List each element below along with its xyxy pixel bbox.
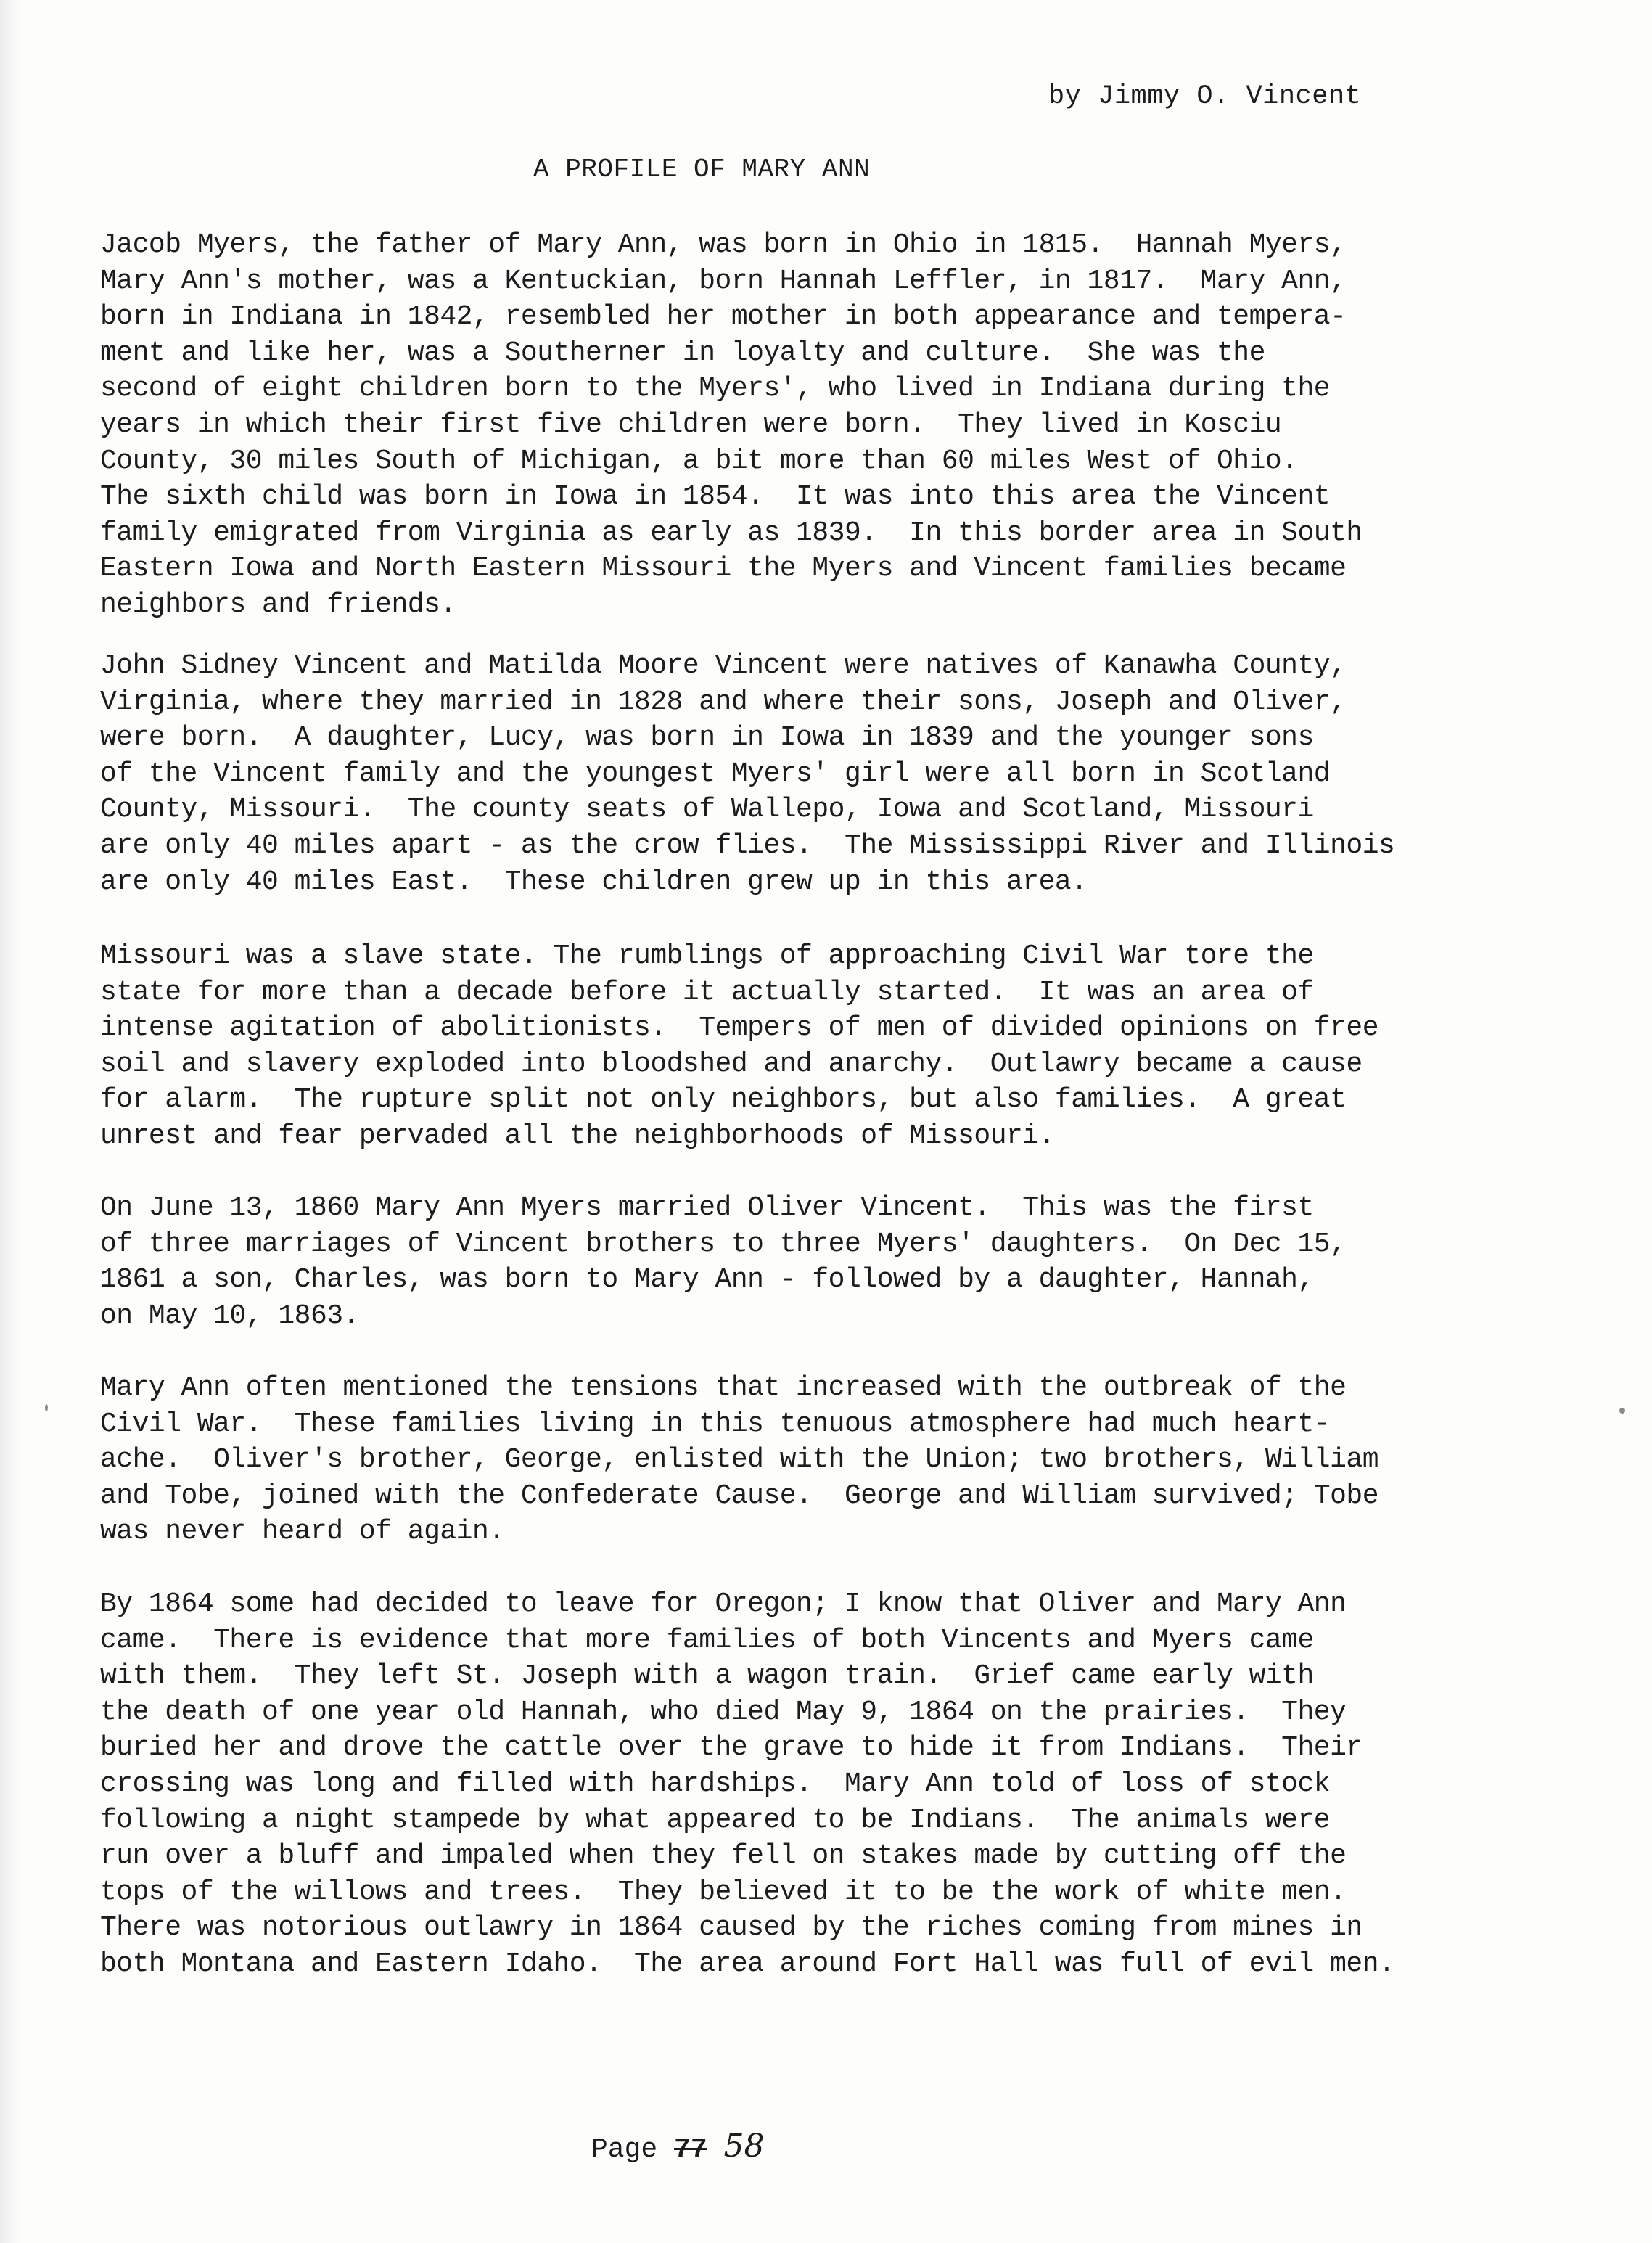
paragraph-6 [100, 1586, 1558, 1982]
text-line: was never heard of again. [100, 1516, 505, 1548]
text-line: buried her and drove the cattle over the grave to hide it from Indians. Their [100, 1732, 1363, 1764]
page-footer [591, 2128, 764, 2165]
paragraph-2 [100, 648, 1558, 900]
text-line: with them. They left St. Joseph with a wagon train. Grief came early with [100, 1660, 1314, 1692]
author-byline: by Jimmy O. Vincent [1048, 81, 1362, 112]
text-line: for alarm. The rupture split not only neighbors, but also families. A great [100, 1084, 1347, 1116]
text-line: run over a bluff and impaled when they fell on stakes made by cutting off the [100, 1840, 1347, 1872]
text-line: John Sidney Vincent and Matilda Moore Vincent were natives of Kanawha County, [100, 650, 1347, 681]
text-line: Civil War. These families living in this tenuous atmosphere had much heart- [100, 1408, 1331, 1440]
text-line: are only 40 miles East. These children grew up in this area. [100, 866, 1088, 898]
text-line: soil and slavery exploded into bloodshed and anarchy. Outlawry became a cause [100, 1048, 1363, 1080]
text-line: ache. Oliver's brother, George, enlisted with the Union; two brothers, William [100, 1444, 1378, 1476]
scan-speck [45, 1404, 48, 1411]
text-line: following a night stampede by what appeared to be Indians. The animals were [100, 1804, 1331, 1836]
text-line: state for more than a decade before it actually started. It was an area of [100, 976, 1314, 1008]
text-line: By 1864 some had decided to leave for Oregon; I know that Oliver and Mary Ann [100, 1588, 1347, 1620]
text-line: were born. A daughter, Lucy, was born in Iowa in 1839 and the younger sons [100, 722, 1314, 754]
text-line: crossing was long and filled with hardships. Mary Ann told of loss of stock [100, 1768, 1331, 1800]
paragraph-3 [100, 938, 1558, 1155]
text-line: Jacob Myers, the father of Mary Ann, was born in Ohio in 1815. Hannah Myers, [100, 229, 1347, 261]
text-line: ment and like her, was a Southerner in loyalty and culture. She was the [100, 337, 1265, 369]
text-line: Virginia, where they married in 1828 and where their sons, Joseph and Oliver, [100, 686, 1347, 718]
text-line: are only 40 miles apart - as the crow flies. The Mississippi River and Illinois [100, 829, 1395, 861]
text-line: 1861 a son, Charles, was born to Mary Ann - followed by a daughter, Hannah, [100, 1264, 1314, 1296]
text-line: born in Indiana in 1842, resembled her mother in both appearance and tempera- [100, 301, 1347, 333]
text-line: of three marriages of Vincent brothers to three Myers' daughters. On Dec 15, [100, 1228, 1347, 1260]
text-line: intense agitation of abolitionists. Tempers of men of divided opinions on free [100, 1012, 1378, 1044]
text-line: There was notorious outlawry in 1864 caused by the riches coming from mines in [100, 1912, 1363, 1944]
text-line: On June 13, 1860 Mary Ann Myers married Oliver Vincent. This was the first [100, 1192, 1314, 1223]
text-line: County, Missouri. The county seats of Wallepo, Iowa and Scotland, Missouri [100, 794, 1314, 826]
text-line: second of eight children born to the Myers', who lived in Indiana during the [100, 373, 1331, 405]
text-line: and Tobe, joined with the Confederate Cause. George and William survived; Tobe [100, 1480, 1378, 1512]
text-line: The sixth child was born in Iowa in 1854. It was into this area the Vincent [100, 481, 1331, 513]
text-line: Mary Ann's mother, was a Kentuckian, born Hannah Leffler, in 1817. Mary Ann, [100, 265, 1347, 297]
text-line: family emigrated from Virginia as early as 1839. In this border area in South [100, 517, 1363, 549]
text-line: neighbors and friends. [100, 589, 456, 620]
document-title: A PROFILE OF MARY ANN [533, 155, 871, 184]
text-line: Eastern Iowa and North Eastern Missouri the Myers and Vincent families became [100, 553, 1347, 585]
text-line: came. There is evidence that more families of both Vincents and Myers came [100, 1624, 1314, 1656]
paragraph-5 [100, 1370, 1558, 1550]
struck-page-number: 77 [674, 2134, 707, 2165]
text-line: unrest and fear pervaded all the neighborhoods of Missouri. [100, 1120, 1055, 1152]
text-line: on May 10, 1863. [100, 1300, 359, 1332]
scan-speck [1619, 1408, 1625, 1414]
paragraph-4 [100, 1190, 1558, 1334]
text-line: of the Vincent family and the youngest Myers' girl were all born in Scotland [100, 758, 1331, 790]
text-line: years in which their first five children were born. They lived in Kosciu [100, 409, 1282, 440]
text-line: the death of one year old Hannah, who died May 9, 1864 on the prairies. They [100, 1696, 1347, 1728]
page-label: Page [591, 2134, 658, 2165]
text-line: County, 30 miles South of Michigan, a bit more than 60 miles West of Ohio. [100, 445, 1298, 477]
scan-margin-shadow [0, 0, 20, 2243]
text-line: tops of the willows and trees. They believed it to be the work of white men. [100, 1876, 1347, 1908]
text-line: Missouri was a slave state. The rumblings of approaching Civil War tore the [100, 940, 1314, 972]
paragraph-1 [100, 227, 1558, 623]
text-line: both Montana and Eastern Idaho. The area around Fort Hall was full of evil men. [100, 1948, 1395, 1980]
text-line: Mary Ann often mentioned the tensions that increased with the outbreak of the [100, 1372, 1347, 1403]
handwritten-page-number: 58 [723, 2128, 765, 2165]
